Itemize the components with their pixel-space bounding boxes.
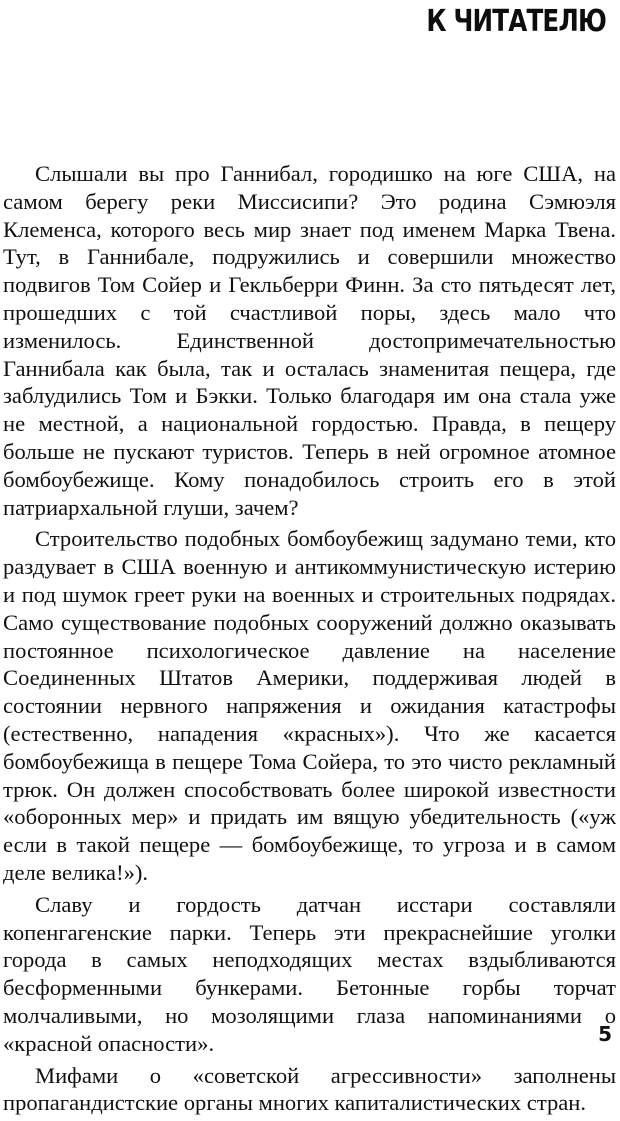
chapter-heading: К ЧИТАТЕЛЮ — [426, 4, 606, 39]
page-number: 5 — [598, 1022, 612, 1046]
paragraph-4: Мифами о «советской агрессивности» заполнены пропагандистские органы многих капиталистических стран. — [3, 1062, 616, 1116]
body-text — [3, 160, 616, 1121]
paragraph-1: Слышали вы про Ганнибал, городишко на юге США, на самом берегу реки Миссисипи? Это родина Сэмюэля Клеменса, которого весь мир знает под именем Марка Твена. Тут, в Ганнибале, подружились и совершили множество подвигов Том Сойер и Гекльберри Финн. За сто пятьдесят лет, прошедших с той счастливой поры, здесь мало что изменилось. Единственной достопримечательностью Ганнибала как была, так и осталась знаменитая пещера, где заблудились Том и Бэкки. Только благодаря им она стала уже не местной, а национальной гордостью. Правда, в пещеру больше не пускают туристов. Теперь в ней огромное атомное бомбоубежище. Кому понадобилось строить его в этой патриархальной глуши, зачем? — [3, 161, 616, 520]
paragraph-2: Строительство подобных бомбоубежищ задумано теми, кто раздувает в США военную и антикоммунистическую истерию и под шумок греет руки на военных и строительных подрядах. Само существование подобных сооружений должно оказывать постоянное психологическое давление на население Соединенных Штатов Америки, поддерживая людей в состоянии нервного напряжения и ожидания катастрофы (естественно, нападения «красных»). Что же касается бомбоубежища в пещере Тома Сойера, то это чисто рекламный трюк. Он должен способствовать более широкой известности «оборонных мер» и придать им вящую убедительность («уж если в такой пещере — бомбоубежище, то угроза и в самом деле велика!»). — [3, 526, 616, 885]
paragraph-3: Славу и гордость датчан исстари составляли копенгагенские парки. Теперь эти прекраснейшие уголки города в самых неподходящих местах вздыбливаются бесформенными бункерами. Бетонные горбы торчат молчаливыми, но мозолящими глаза напоминаниями о «красной опасности». — [3, 891, 616, 1056]
